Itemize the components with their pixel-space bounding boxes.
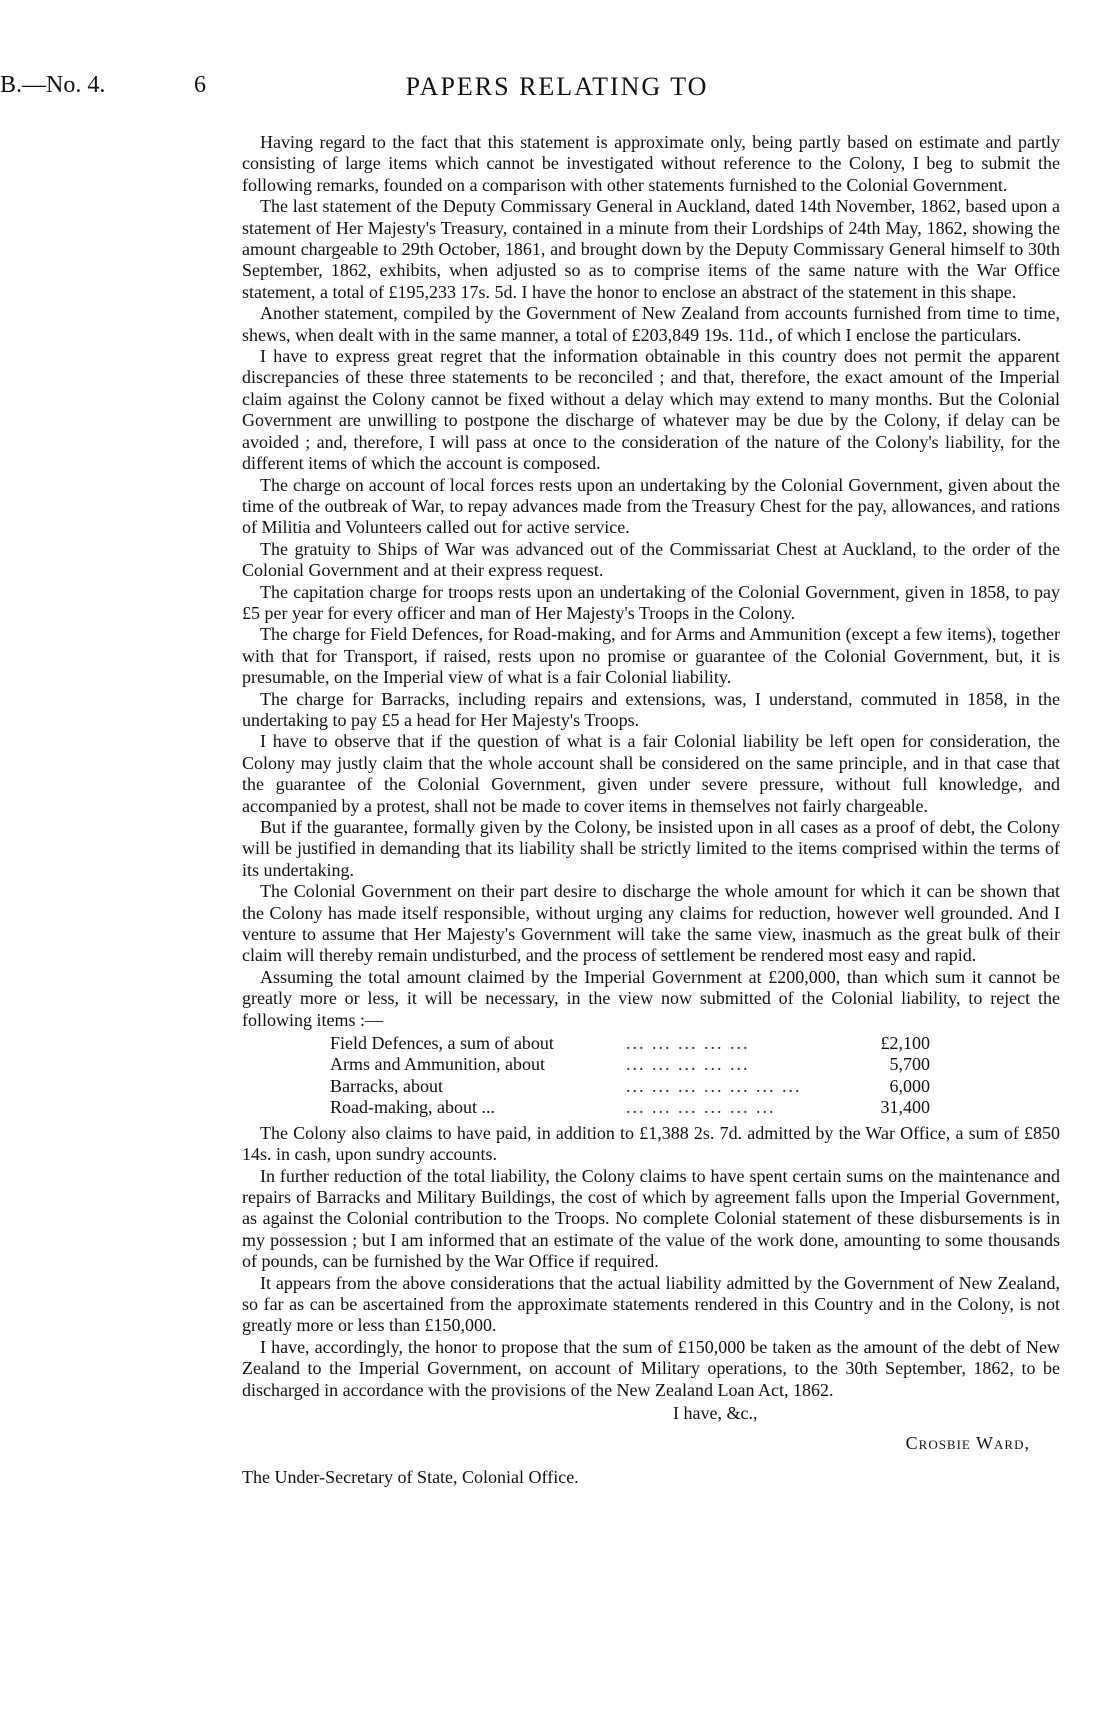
- page-header: [0, 72, 1114, 112]
- signature: Crosbie Ward,: [905, 1432, 1030, 1453]
- item-amount: £2,100: [880, 1033, 930, 1054]
- item-leader-dots: ... ... ... ... ...: [626, 1033, 750, 1054]
- salutation: I have, &c.,: [673, 1402, 758, 1423]
- item-label: Arms and Ammunition, about: [330, 1054, 545, 1075]
- item-row: [330, 1054, 930, 1075]
- item-label: Barracks, about: [330, 1075, 443, 1096]
- paragraphs-before: [242, 132, 1060, 1031]
- paragraph: Another statement, compiled by the Government of New Zealand from accounts furnished from time to time, shews, when dealt with in the same manner, a total of £203,849 19s. 11d., of which I enclose the particulars.: [242, 303, 1060, 345]
- paragraph: The gratuity to Ships of War was advanced out of the Commissariat Chest at Auckland, to the order of the Colonial Government and at their express request.: [242, 538, 1060, 581]
- document-reference: B.—No. 4.: [0, 72, 106, 98]
- paragraph: It appears from the above considerations that the actual liability admitted by the Government of New Zealand, so far as can be ascertained from the approximate statements rendered in this Country and in the Colony, is not greatly more or less than £150,000.: [242, 1272, 1060, 1336]
- page-number: 6: [194, 72, 206, 98]
- paragraph: I have to observe that if the question of what is a fair Colonial liability be left open for consideration, the Colony may justly claim that the whole account shall be considered on the same principle, and in that case that the guarantee of the Colonial Government, given under severe pressure, without full knowledge, and accompanied by a protest, shall not be made to cover items in themselves not fairly chargeable.: [242, 731, 1060, 816]
- paragraph: The last statement of the Deputy Commissary General in Auckland, dated 14th November, 1862, based upon a statement of Her Majesty's Treasury, contained in a minute from their Lordships of 24th May, 1862, showing the amount chargeable to 29th October, 1861, and brought down by the Deputy Commissary General himself to 30th September, 1862, exhibits, when adjusted so as to comprise items of the same nature with the War Office statement, a total of £195,233 17s. 5d. I have the honor to enclose an abstract of the statement in this shape.: [242, 196, 1060, 302]
- page-title: PAPERS RELATING TO: [405, 72, 709, 101]
- item-label: Field Defences, a sum of about: [330, 1033, 554, 1054]
- paragraph: Assuming the total amount claimed by the Imperial Government at £200,000, than which sum it cannot be greatly more or less, it will be necessary, in the view now submitted of the Colonial liability, to reject the following items :—: [242, 966, 1060, 1030]
- rejected-items-table: [330, 1033, 930, 1119]
- item-leader-dots: ... ... ... ... ...: [626, 1054, 750, 1075]
- item-label: Road-making, about ...: [330, 1097, 495, 1118]
- item-row: [330, 1097, 930, 1118]
- paragraph: Having regard to the fact that this statement is approximate only, being partly based on estimate and partly consisting of large items which cannot be investigated without reference to the Colony, I beg to submit the following remarks, founded on a comparison with other statements furnished to the Colonial Government.: [242, 132, 1060, 195]
- paragraph: The charge on account of local forces rests upon an undertaking by the Colonial Government, given about the time of the outbreak of War, to repay advances made from the Treasury Chest for the pay, allowances, and rations of Militia and Volunteers called out for active service.: [242, 474, 1060, 538]
- paragraph: The Colony also claims to have paid, in addition to £1,388 2s. 7d. admitted by the War Office, a sum of £850 14s. in cash, upon sundry accounts.: [242, 1122, 1060, 1165]
- item-amount: 5,700: [889, 1054, 930, 1075]
- paragraph: In further reduction of the total liability, the Colony claims to have spent certain sums on the maintenance and repairs of Barracks and Military Buildings, the cost of which by agreement falls upon the Imperial Government, as against the Colonial contribution to the Troops. No complete Colonial statement of these disbursements is in my possession ; but I am informed that an estimate of the value of the work done, amounting to some thousands of pounds, can be furnished by the War Office if required.: [242, 1165, 1060, 1272]
- paragraph: The Colonial Government on their part desire to discharge the whole amount for which it can be shown that the Colony has made itself responsible, without urging any claims for reduction, however well grounded. And I venture to assume that Her Majesty's Government will take the same view, inasmuch as the great bulk of their claim will thereby remain undisturbed, and the process of settlement be rendered most easy and rapid.: [242, 881, 1060, 966]
- paragraph: But if the guarantee, formally given by the Colony, be insisted upon in all cases as a proof of debt, the Colony will be justified in demanding that its liability shall be strictly limited to the items comprised within the terms of its undertaking.: [242, 817, 1060, 880]
- letter-closing: [242, 1401, 1060, 1491]
- item-row: [330, 1033, 930, 1054]
- paragraph: I have to express great regret that the information obtainable in this country does not permit the apparent discrepancies of these three statements to be reconciled ; and that, therefore, the exact amount of the Imperial claim against the Colony cannot be fixed without a delay which may extend to many months. But the Colonial Government are unwilling to postpone the discharge of whatever may be due by the Colony, if delay can be avoided ; and, therefore, I will pass at once to the consideration of the nature of the Colony's liability, for the different items of which the account is composed.: [242, 346, 1060, 474]
- paragraph: I have, accordingly, the honor to propose that the sum of £150,000 be taken as the amount of the debt of New Zealand to the Imperial Government, on account of Military operations, to the 30th September, 1862, to be discharged in accordance with the provisions of the New Zealand Loan Act, 1862.: [242, 1336, 1060, 1400]
- item-row: [330, 1076, 930, 1097]
- letter-body: [242, 132, 1060, 1491]
- addressee: The Under-Secretary of State, Colonial Office.: [242, 1466, 579, 1487]
- paragraph: The capitation charge for troops rests upon an undertaking of the Colonial Government, given in 1858, to pay £5 per year for every officer and man of Her Majesty's Troops in the Colony.: [242, 581, 1060, 623]
- paragraph: The charge for Field Defences, for Road-making, and for Arms and Ammunition (except a few items), together with that for Transport, if raised, rests upon no promise or guarantee of the Colonial Government, but, it is presumable, on the Imperial view of what is a fair Colonial liability.: [242, 624, 1060, 688]
- item-leader-dots: ... ... ... ... ... ... ...: [626, 1075, 802, 1096]
- paragraph: The charge for Barracks, including repairs and extensions, was, I understand, commuted in 1858, in the undertaking to pay £5 a head for Her Majesty's Troops.: [242, 688, 1060, 730]
- item-leader-dots: ... ... ... ... ... ...: [626, 1097, 776, 1118]
- paragraphs-after: [242, 1123, 1060, 1401]
- item-amount: 6,000: [889, 1075, 930, 1096]
- item-amount: 31,400: [880, 1097, 930, 1118]
